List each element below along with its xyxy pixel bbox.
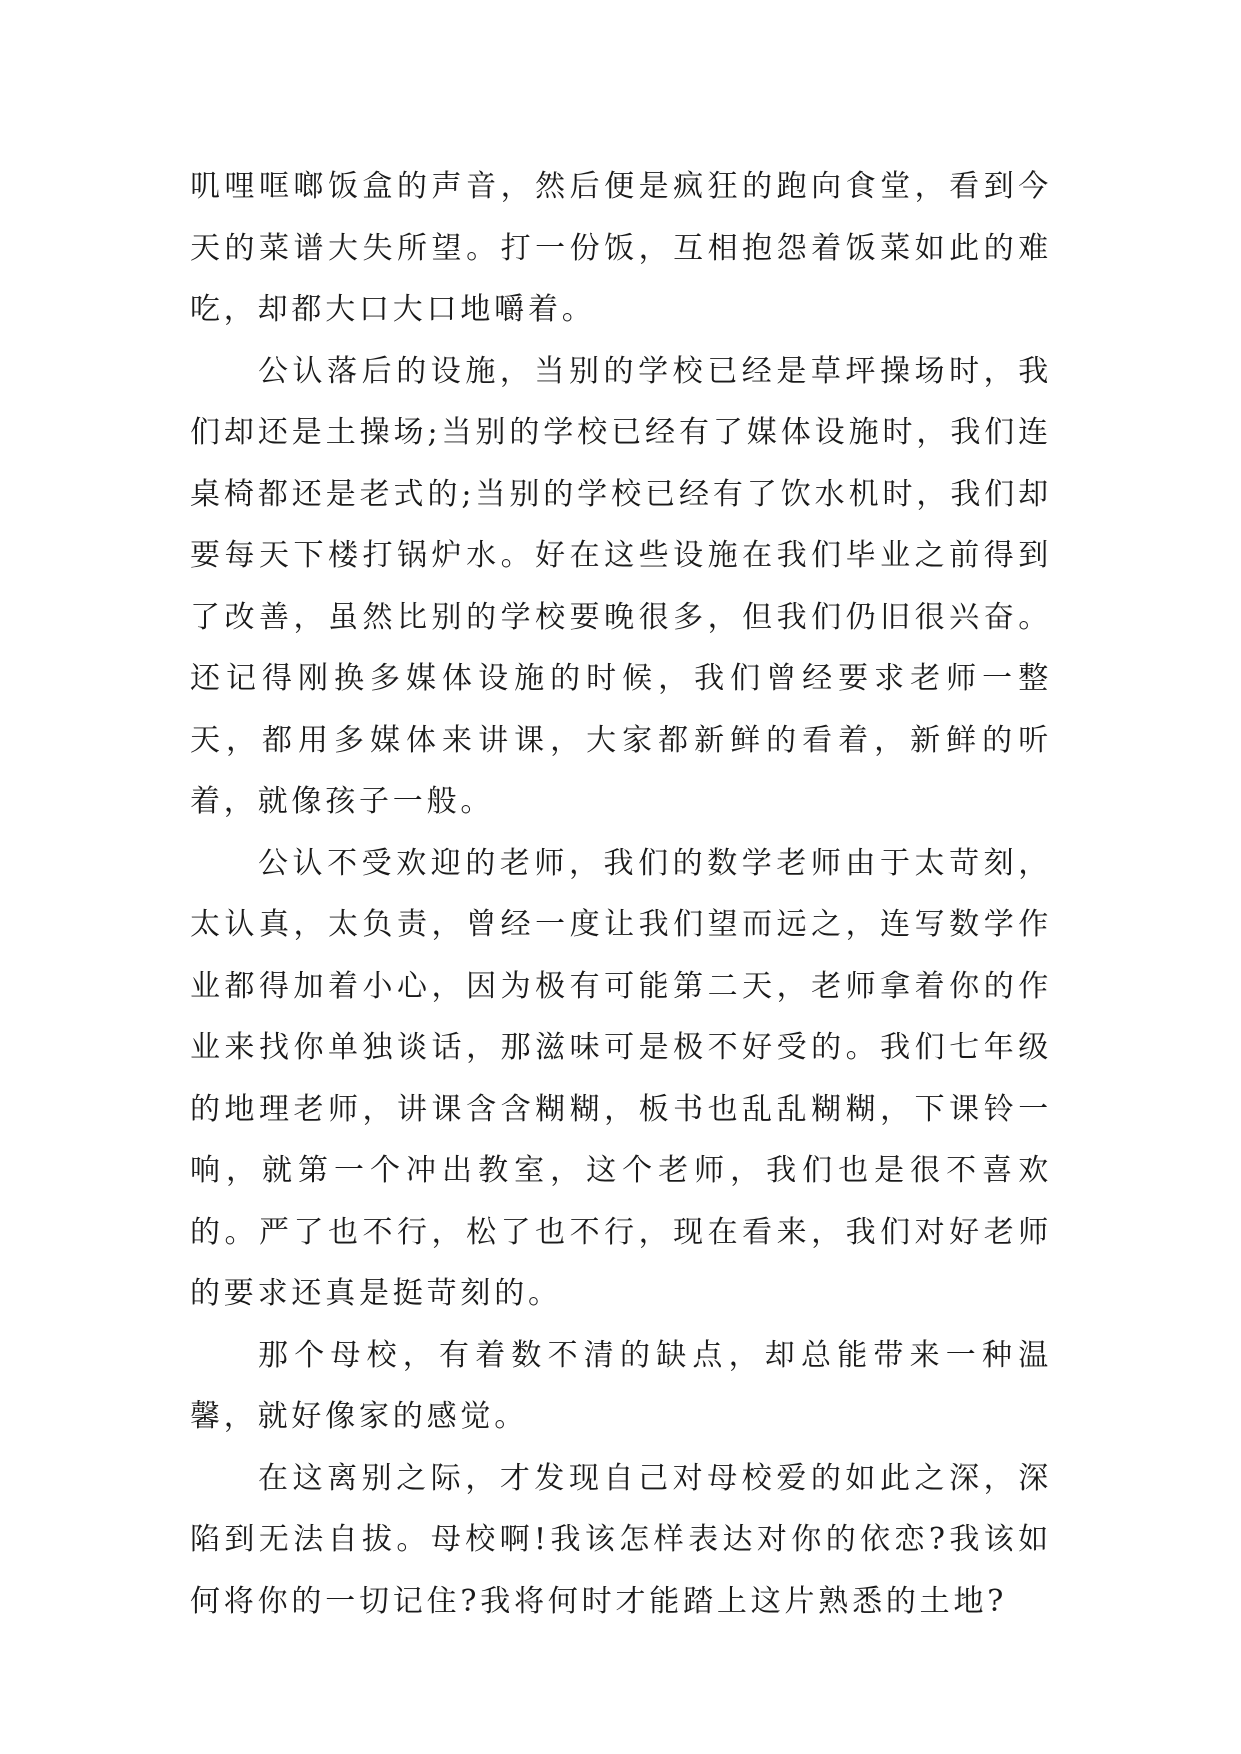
document-body: [190, 156, 1052, 1632]
paragraph: 那个母校，有着数不清的缺点，却总能带来一种温馨，就好像家的感觉。: [190, 1337, 1052, 1434]
paragraph: 公认落后的设施，当别的学校已经是草坪操场时，我们却还是土操场;当别的学校已经有了媒体设施时，我们连桌椅都还是老式的;当别的学校已经有了饮水机时，我们却要每天下楼打锅炉水。好在这些设施在我们毕业之前得到了改善，虽然比别的学校要晚很多，但我们仍旧很兴奋。还记得刚换多媒体设施的时候，我们曾经要求老师一整天，都用多媒体来讲课，大家都新鲜的看着，新鲜的听着，就像孩子一般。: [190, 353, 1052, 819]
paragraph: 叽哩哐啷饭盒的声音，然后便是疯狂的跑向食堂，看到今天的菜谱大失所望。打一份饭，互相抱怨着饭菜如此的难吃，却都大口大口地嚼着。: [190, 169, 1052, 327]
paragraph: 公认不受欢迎的老师，我们的数学老师由于太苛刻，太认真，太负责，曾经一度让我们望而远之，连写数学作业都得加着小心，因为极有可能第二天，老师拿着你的作业来找你单独谈话，那滋味可是极不好受的。我们七年级的地理老师，讲课含含糊糊，板书也乱乱糊糊，下课铃一响，就第一个冲出教室，这个老师，我们也是很不喜欢的。严了也不行，松了也不行，现在看来，我们对好老师的要求还真是挺苛刻的。: [190, 845, 1052, 1311]
paragraph: 在这离别之际，才发现自己对母校爱的如此之深，深陷到无法自拔。母校啊!我该怎样表达对你的依恋?我该如何将你的一切记住?我将何时才能踏上这片熟悉的土地?: [190, 1460, 1052, 1619]
